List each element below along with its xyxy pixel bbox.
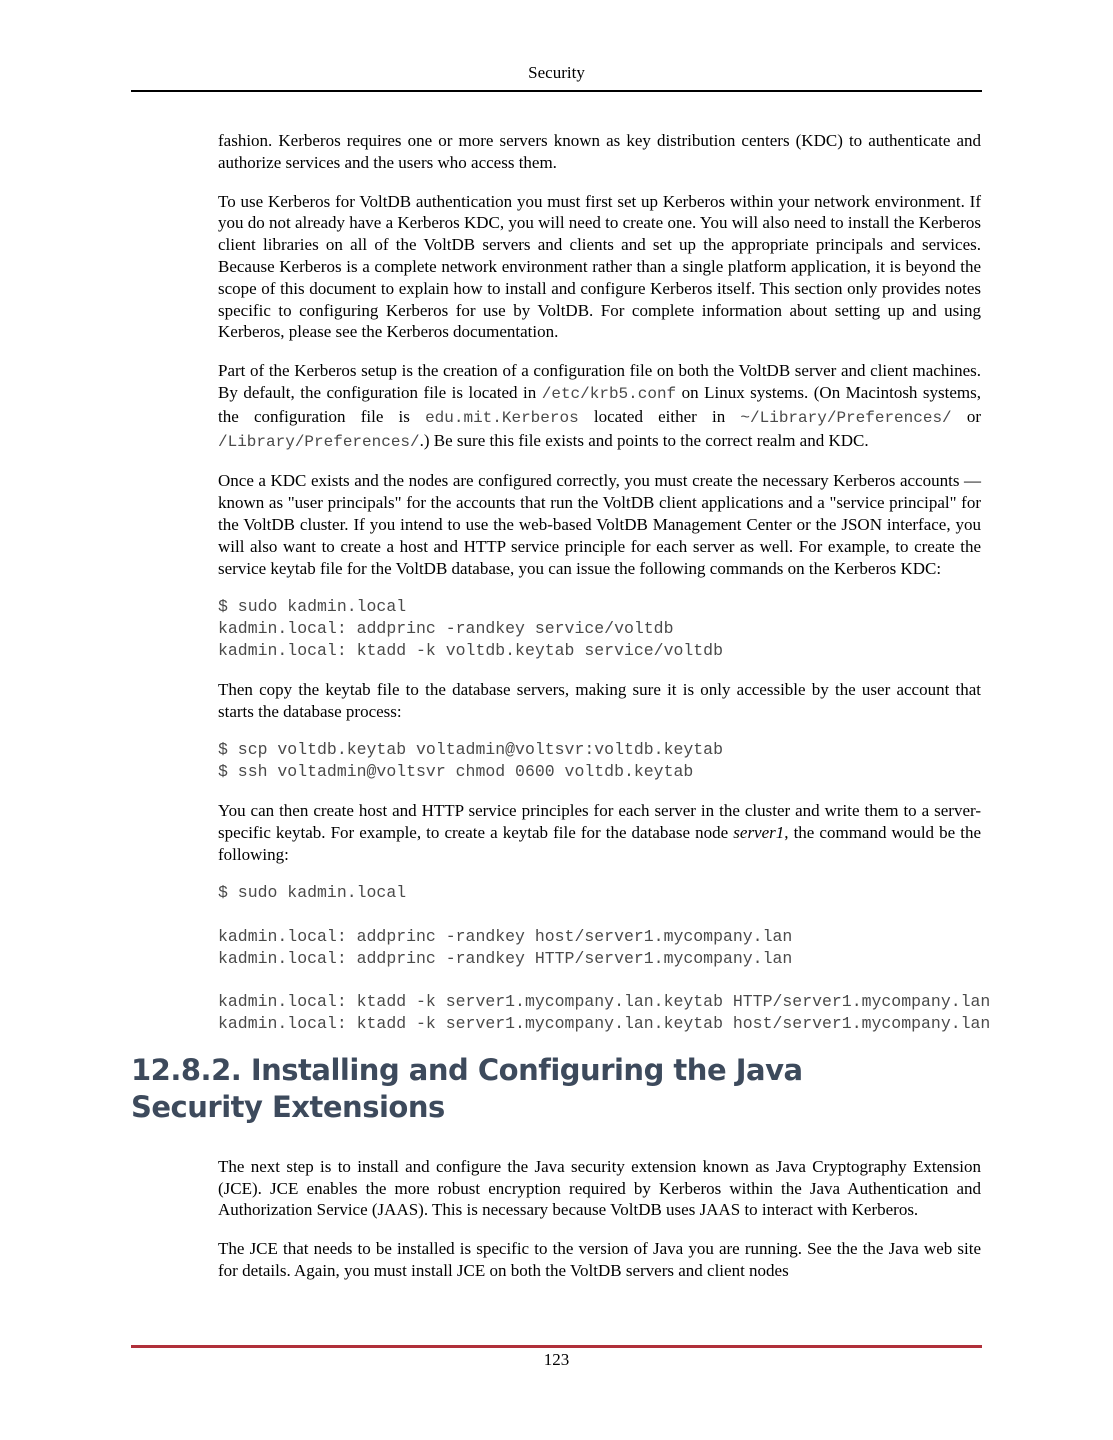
- code-line: kadmin.local: addprinc -randkey host/server1.mycompany.lan: [218, 926, 793, 946]
- code-user-library-prefs: ~/Library/Preferences/: [740, 408, 952, 427]
- text-span: Part of the Kerberos setup is the creation of a configuration file on both the VoltDB server and client machines. By default, the configuration file is located in: [218, 361, 981, 402]
- code-blank-line: [218, 904, 1113, 926]
- page-number: 123: [543, 1350, 570, 1369]
- code-mit-kerberos: edu.mit.Kerberos: [425, 408, 579, 427]
- code-line: kadmin.local: ktadd -k server1.mycompany.lan.keytab HTTP/server1.mycompany.lan: [218, 992, 991, 1012]
- text-span: located either in: [578, 406, 741, 426]
- code-block-copy: [218, 739, 1113, 783]
- text-span: or: [951, 406, 981, 426]
- text-span: on Linux systems. (On Macintosh systems, the configuration file is: [218, 382, 981, 426]
- code-line: $ ssh voltadmin@voltsvr chmod 0600 voltdb.keytab: [218, 762, 694, 782]
- code-blank-line: [218, 970, 1113, 992]
- code-block-kdc: [218, 596, 1113, 661]
- code-line: $ sudo kadmin.local: [218, 597, 407, 617]
- code-line: kadmin.local: ktadd -k server1.mycompany.lan.keytab host/server1.mycompany.lan: [218, 1014, 991, 1034]
- code-line: kadmin.local: addprinc -randkey HTTP/server1.mycompany.lan: [218, 948, 793, 968]
- text-span: .) Be sure this file exists and points to the correct realm and KDC.: [419, 430, 869, 450]
- footer-rule: [131, 1345, 982, 1348]
- text-span: You can then create host and HTTP service principles for each server in the cluster and write them to a server-specific keytab. For example, to create a keytab file for the database node: [218, 800, 981, 842]
- paragraph-jce-intro: The next step is to install and configure the Java security extension known as Java Cryptography Extension (JCE). JCE enables the more robust encryption required by Kerberos within the Java Authentication and Authorization Service (JAAS). This is necessary because VoltDB uses JAAS to interact with Kerberos.: [218, 1156, 981, 1220]
- server1-emphasis: server1: [733, 822, 785, 842]
- paragraph-host-principals: [218, 800, 981, 865]
- section-heading: 12.8.2. Installing and Configuring the Java Security Extensions: [131, 1052, 803, 1124]
- text-span: , the command would be the following:: [218, 822, 981, 864]
- paragraph-kdc-intro: fashion. Kerberos requires one or more servers known as key distribution centers (KDC) to authenticate and authorize services and the users who access them.: [218, 131, 981, 172]
- code-block-host: [218, 882, 1113, 1035]
- paragraph-jce-version: The JCE that needs to be installed is specific to the version of Java you are running. See the the Java web site for details. Again, you must install JCE on both the VoltDB servers and client nodes: [218, 1239, 981, 1281]
- page-content: [131, 130, 991, 1299]
- running-header: Security: [528, 63, 585, 82]
- code-line: $ sudo kadmin.local: [218, 883, 407, 903]
- code-line: kadmin.local: ktadd -k voltdb.keytab service/voltdb: [218, 640, 723, 660]
- code-path-krb5: /etc/krb5.conf: [541, 384, 677, 403]
- paragraph-setup: To use Kerberos for VoltDB authentication you must first set up Kerberos within your network environment. If you do not already have a Kerberos KDC, you will need to create one. You will also need to install the Kerberos client libraries on all of the VoltDB servers and clients and set up the appropriate principals and services. Because Kerberos is a complete network environment rather than a single platform application, it is beyond the scope of this document to explain how to install and configure Kerberos itself. This section only provides notes specific to configuring Kerberos for use by VoltDB. For complete information about setting up and using Kerberos, please see the Kerberos documentation.: [218, 191, 981, 342]
- paragraph-config-file: [218, 360, 981, 453]
- code-line: $ scp voltdb.keytab voltadmin@voltsvr:voltdb.keytab: [218, 740, 723, 760]
- paragraph-copy-keytab: Then copy the keytab file to the database servers, making sure it is only accessible by the user account that starts the database process:: [218, 679, 981, 721]
- paragraph-principals: Once a KDC exists and the nodes are configured correctly, you must create the necessary Kerberos accounts — known as "user principals" for the accounts that run the VoltDB client applications and a "service principal" for the VoltDB cluster. If you intend to use the web-based VoltDB Management Center or the JSON interface, you will also want to create a host and HTTP service principle for each server as well. For example, to create the service keytab file for the VoltDB database, you can issue the following commands on the Kerberos KDC:: [218, 471, 981, 578]
- code-library-prefs: /Library/Preferences/: [218, 432, 420, 451]
- code-line: kadmin.local: addprinc -randkey service/voltdb: [218, 619, 674, 639]
- header-rule: [131, 90, 982, 92]
